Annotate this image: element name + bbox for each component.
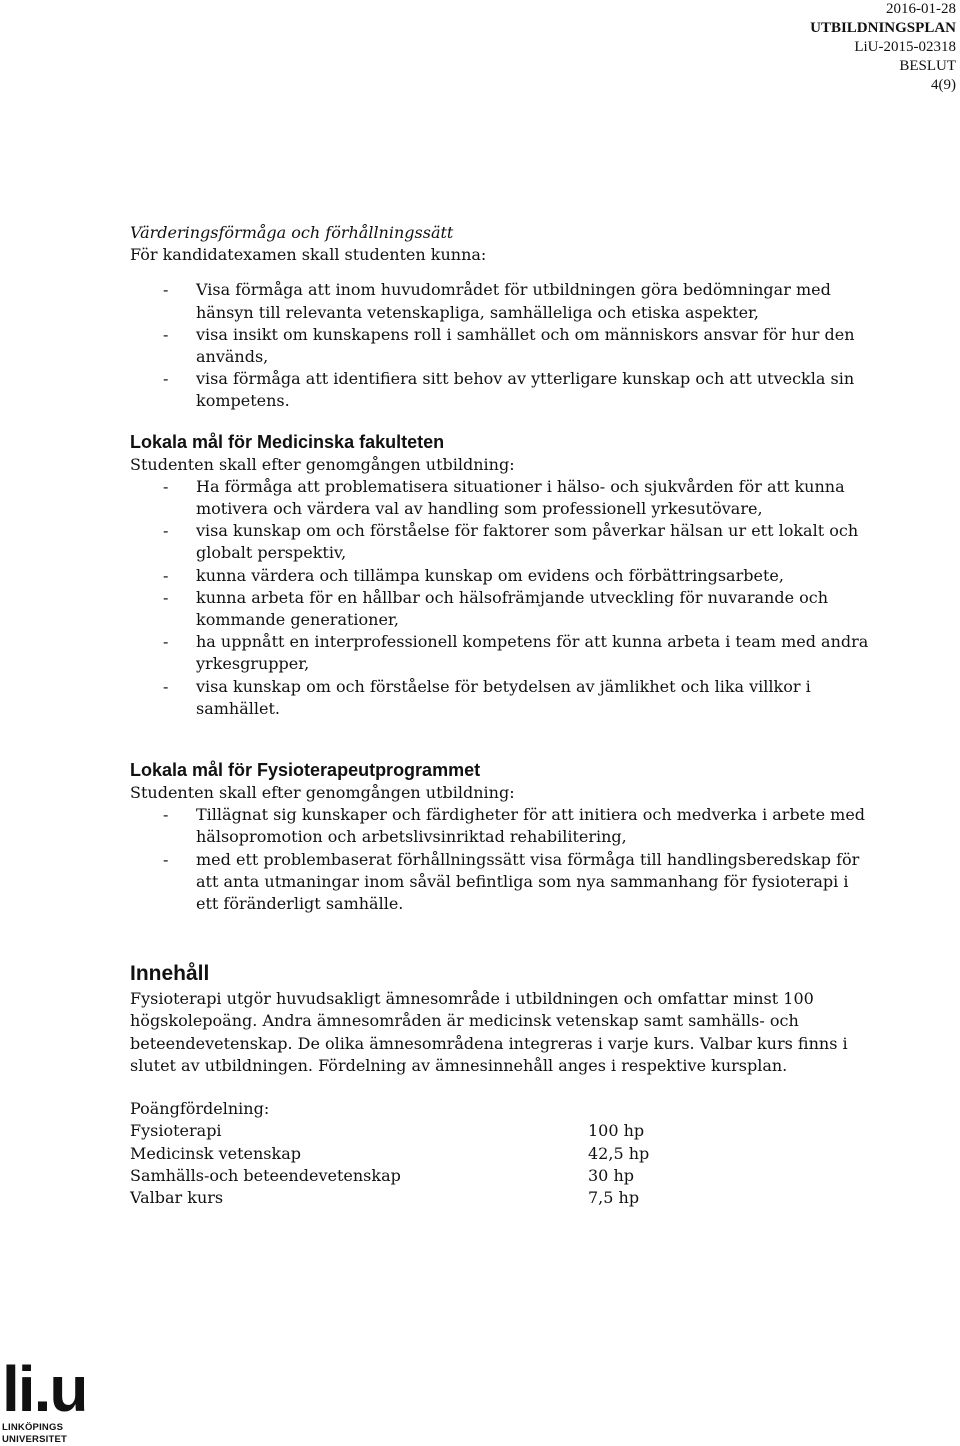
content-paragraph: Fysioterapi utgör huvudsakligt ämnesområde i utbildningen och omfattar minst 100 högskolepoäng. Andra ämnesområden är medicinsk vetenskap samt samhälls- och beteendevetenskap. De olika ämnesområdena integreras i varje kurs. Valbar kurs finns i slutet av utbildningen. Fördelning av ämnesinnehåll anges i respektive kursplan. [130, 989, 848, 1075]
logo-caption: LINKÖPINGS UNIVERSITET [2, 1422, 68, 1445]
points-subject: Samhälls-och beteendevetenskap [130, 1165, 401, 1185]
program-goals-heading: Lokala mål för Fysioterapeutprogrammet [130, 760, 481, 781]
points-label: Poängfördelning: [130, 1099, 270, 1119]
table-row [130, 1165, 649, 1187]
list-item: - ha uppnått en interprofessionell kompetens för att kunna arbeta i team med andra yrkesgrupper, [163, 632, 869, 674]
points-credits: 42,5 hp [588, 1143, 650, 1163]
table-row [130, 1187, 649, 1209]
points-subject: Fysioterapi [130, 1121, 222, 1141]
header-status: BESLUT [899, 58, 956, 74]
values-heading: Värderingsförmåga och förhållningssätt [130, 223, 454, 242]
list-item: - visa förmåga att identifiera sitt behov av ytterligare kunskap och att utveckla sin kompetens. [163, 369, 855, 411]
list-item: - Tillägnat sig kunskaper och färdigheter för att initiera och medverka i arbete med hälsopromotion och arbetslivsinriktad rehabilitering, [163, 805, 866, 847]
content-heading: Innehåll [130, 962, 210, 986]
list-item: - visa kunskap om och förståelse för faktorer som påverkar hälsan ur ett lokalt och globalt perspektiv, [163, 521, 859, 563]
points-credits: 7,5 hp [588, 1187, 640, 1207]
points-table [130, 1120, 649, 1209]
points-credits: 30 hp [588, 1165, 634, 1185]
table-row [130, 1120, 649, 1142]
list-item: - kunna värdera och tillämpa kunskap om evidens och förbättringsarbete, [163, 565, 784, 585]
document-header [810, 0, 956, 95]
points-credits: 100 hp [588, 1121, 645, 1141]
program-goals-intro: Studenten skall efter genomgången utbildning: [130, 783, 515, 803]
list-item: - visa kunskap om och förståelse för betydelsen av jämlikhet och lika villkor i samhället. [163, 676, 811, 718]
document-body [130, 222, 870, 1209]
faculty-goals-heading: Lokala mål för Medicinska fakulteten [130, 431, 445, 452]
values-intro: För kandidatexamen skall studenten kunna: [130, 245, 487, 265]
list-item: - visa insikt om kunskapens roll i samhället och om människors ansvar för hur den används, [163, 324, 855, 367]
header-reference: LiU-2015-02318 [854, 39, 956, 55]
list-item: - med ett problembaserat förhållningssätt visa förmåga till handlingsberedskap för att anta utmaningar inom såväl befintliga som nya sammanhang för fysioterapi i ett föränderligt samhälle. [163, 849, 860, 914]
header-page-number: 4(9) [931, 77, 956, 93]
list-item: - Ha förmåga att problematisera situationer i hälso- och sjukvården för att kunna motivera och värdera val av handling som professionell yrkesutövare, [163, 476, 845, 519]
faculty-goals-intro: Studenten skall efter genomgången utbildning: [130, 454, 515, 474]
table-row [130, 1143, 649, 1165]
university-logo [2, 1353, 126, 1445]
header-doc-type: UTBILDNINGSPLAN [810, 20, 956, 36]
list-item: - kunna arbeta för en hållbar och hälsofrämjande utveckling för nuvarande och kommande generationer, [163, 587, 829, 630]
header-date: 2016-01-28 [886, 1, 956, 17]
list-item: - Visa förmåga att inom huvudområdet för utbildningen göra bedömningar med hänsyn till relevanta vetenskapliga, samhälleliga och etiska aspekter, [163, 280, 831, 322]
points-subject: Valbar kurs [130, 1187, 224, 1207]
values-list [130, 279, 870, 412]
logo-mark: li.u [2, 1353, 87, 1425]
program-goals-list [130, 804, 870, 915]
faculty-goals-list [130, 476, 870, 720]
points-subject: Medicinsk vetenskap [130, 1143, 301, 1163]
